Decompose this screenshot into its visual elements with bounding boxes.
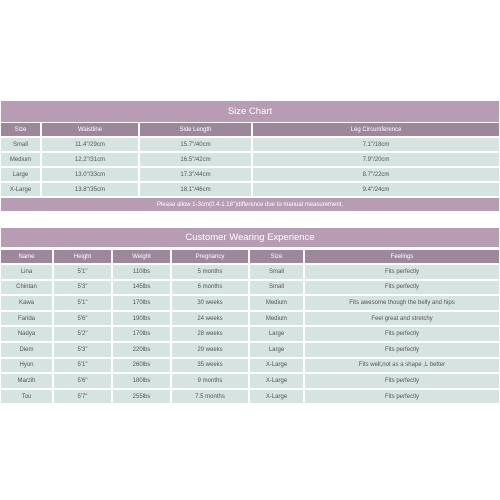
side-length-cell: 18.1"/46cm: [140, 183, 251, 196]
weight-cell: 190lbs: [113, 312, 170, 326]
height-cell: 5'6": [54, 374, 111, 388]
weight-cell: 180lbs: [113, 374, 170, 388]
customer-header-height: Height: [54, 250, 111, 263]
name-cell: Diem: [1, 343, 52, 357]
customer-experience-title: Customer Wearing Experience: [1, 228, 499, 247]
size-cell: Medium: [250, 312, 303, 326]
size-chart-title: Size Chart: [1, 101, 499, 122]
size-cell: Small: [250, 265, 303, 279]
name-cell: Chintan: [1, 281, 52, 295]
pregnancy-cell: 24 weeks: [172, 312, 248, 326]
feelings-cell: Fits perfectly: [305, 343, 499, 357]
weight-cell: 110lbs: [113, 265, 170, 279]
customer-header-feelings: Feelings: [305, 250, 499, 263]
size-cell: Large: [250, 327, 303, 341]
table-row: [1, 359, 499, 373]
size-chart-header-waistline: Waistline: [42, 123, 138, 136]
pregnancy-cell: 28 weeks: [172, 327, 248, 341]
height-cell: 5'6": [54, 312, 111, 326]
height-cell: 5'1": [54, 359, 111, 373]
customer-header-weight: Weight: [113, 250, 170, 263]
name-cell: Marzih: [1, 374, 52, 388]
customer-header-pregnancy: Pregnancy: [172, 250, 248, 263]
table-row: [1, 153, 499, 166]
customer-header-size: Size: [250, 250, 303, 263]
name-cell: Hyun: [1, 359, 52, 373]
size-cell: Large: [1, 168, 40, 181]
feelings-cell: Fits awesome though the belly and hips: [305, 296, 499, 310]
height-cell: 5'3": [54, 281, 111, 295]
weight-cell: 260lbs: [113, 359, 170, 373]
height-cell: 5'2": [54, 327, 111, 341]
height-cell: 5'1": [54, 296, 111, 310]
side-length-cell: 15.7"/40cm: [140, 138, 251, 151]
table-row: [1, 168, 499, 181]
table-row: [1, 390, 499, 404]
size-cell: X-Large: [250, 359, 303, 373]
table-row: [1, 281, 499, 295]
weight-cell: 145lbs: [113, 281, 170, 295]
height-cell: 5'3": [54, 343, 111, 357]
name-cell: Lina: [1, 265, 52, 279]
pregnancy-cell: 35 weeks: [172, 359, 248, 373]
pregnancy-cell: 29 weeks: [172, 343, 248, 357]
customer-experience-panel: [1, 228, 499, 403]
leg-circumference-cell: 7.1"/18cm: [253, 138, 499, 151]
size-chart-body: [1, 138, 499, 196]
table-row: [1, 183, 499, 196]
size-chart-header-leg-circumference: Leg Circumference: [253, 123, 499, 136]
pregnancy-cell: 7.5 months: [172, 390, 248, 404]
size-cell: Medium: [1, 153, 40, 166]
feelings-cell: Fits well,not as a shape ,L better: [305, 359, 499, 373]
pregnancy-cell: 6 months: [172, 281, 248, 295]
table-row: [1, 265, 499, 279]
feelings-cell: Fits perfectly: [305, 281, 499, 295]
size-cell: Medium: [250, 296, 303, 310]
side-length-cell: 17.3"/44cm: [140, 168, 251, 181]
height-cell: 5'1": [54, 265, 111, 279]
size-chart-header-side-length: Side Length: [140, 123, 251, 136]
customer-experience-body: [1, 265, 499, 403]
weight-cell: 255lbs: [113, 390, 170, 404]
size-chart-header-size: Size: [1, 123, 40, 136]
waistline-cell: 13.0"/33cm: [42, 168, 138, 181]
size-cell: Small: [250, 281, 303, 295]
feelings-cell: Fits perfectly: [305, 374, 499, 388]
name-cell: Farida: [1, 312, 52, 326]
size-chart-header-row: [1, 123, 499, 136]
feelings-cell: Feel great and stretchy: [305, 312, 499, 326]
size-cell: Small: [1, 138, 40, 151]
table-row: [1, 296, 499, 310]
customer-experience-header-row: [1, 250, 499, 263]
pregnancy-cell: 30 weeks: [172, 296, 248, 310]
pregnancy-cell: 5 months: [172, 265, 248, 279]
weight-cell: 220lbs: [113, 343, 170, 357]
pregnancy-cell: 9 months: [172, 374, 248, 388]
size-cell: X-Large: [250, 374, 303, 388]
size-cell: X-Large: [1, 183, 40, 196]
leg-circumference-cell: 8.7"/22cm: [253, 168, 499, 181]
table-row: [1, 312, 499, 326]
table-row: [1, 327, 499, 341]
feelings-cell: Fits perfectly: [305, 265, 499, 279]
table-row: [1, 138, 499, 151]
feelings-cell: Fits perfectly: [305, 390, 499, 404]
feelings-cell: Fits perfectly: [305, 327, 499, 341]
leg-circumference-cell: 9.4"/24cm: [253, 183, 499, 196]
size-cell: X-Large: [250, 390, 303, 404]
waistline-cell: 12.2"/31cm: [42, 153, 138, 166]
table-row: [1, 374, 499, 388]
name-cell: Nadya: [1, 327, 52, 341]
name-cell: Tou: [1, 390, 52, 404]
table-row: [1, 343, 499, 357]
size-chart-panel: [1, 101, 499, 211]
waistline-cell: 11.4"/29cm: [42, 138, 138, 151]
leg-circumference-cell: 7.9"/20cm: [253, 153, 499, 166]
waistline-cell: 13.8"/35cm: [42, 183, 138, 196]
height-cell: 5'7": [54, 390, 111, 404]
customer-header-name: Name: [1, 250, 52, 263]
size-cell: Large: [250, 343, 303, 357]
weight-cell: 170lbs: [113, 327, 170, 341]
size-chart-note: Please allow 1-3cm(0.4-1.18")difference due to manual measurement.: [1, 198, 499, 211]
side-length-cell: 16.5"/42cm: [140, 153, 251, 166]
name-cell: Kawa: [1, 296, 52, 310]
weight-cell: 170lbs: [113, 296, 170, 310]
